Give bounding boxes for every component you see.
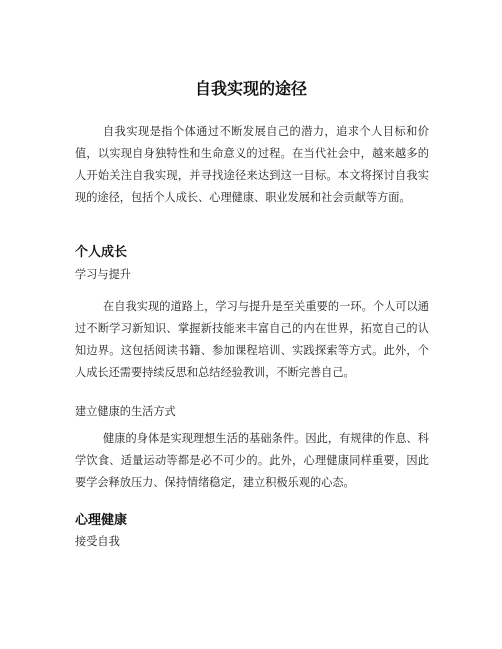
subheading-learning: 学习与提升: [75, 268, 131, 281]
subheading-healthy-lifestyle: 建立健康的生活方式: [75, 405, 176, 418]
intro-paragraph: 自我实现是指个体通过不断发展自己的潜力，追求个人目标和价值，以实现自身独特性和生命意义的过程。在当代社会中，越来越多的人开始关注自我实现，并寻找途径来达到这一目标。本文将探讨自我实现的途径，包括个人成长、心理健康、职业发展和社会贡献等方面。: [75, 125, 429, 204]
paragraph-learning: 在自我实现的道路上，学习与提升是至关重要的一环。个人可以通过不断学习新知识、掌握新技能来丰富自己的内在世界，拓宽自己的认知边界。这包括阅读书籍、参加课程培训、实践探索等方式。此外，个人成长还需要持续反思和总结经验教训，不断完善自己。: [75, 300, 429, 379]
subheading-accept-self: 接受自我: [75, 535, 120, 548]
document-title: 自我实现的途径: [194, 79, 307, 98]
section-heading-personal-growth: 个人成长: [75, 245, 128, 260]
paragraph-healthy-lifestyle: 健康的身体是实现理想生活的基础条件。因此，有规律的作息、科学饮食、适量运动等都是必不可少的。此外，心理健康同样重要，因此要学会释放压力、保持情绪稳定，建立积极乐观的心态。: [75, 432, 429, 489]
section-heading-mental-health: 心理健康: [75, 513, 128, 528]
